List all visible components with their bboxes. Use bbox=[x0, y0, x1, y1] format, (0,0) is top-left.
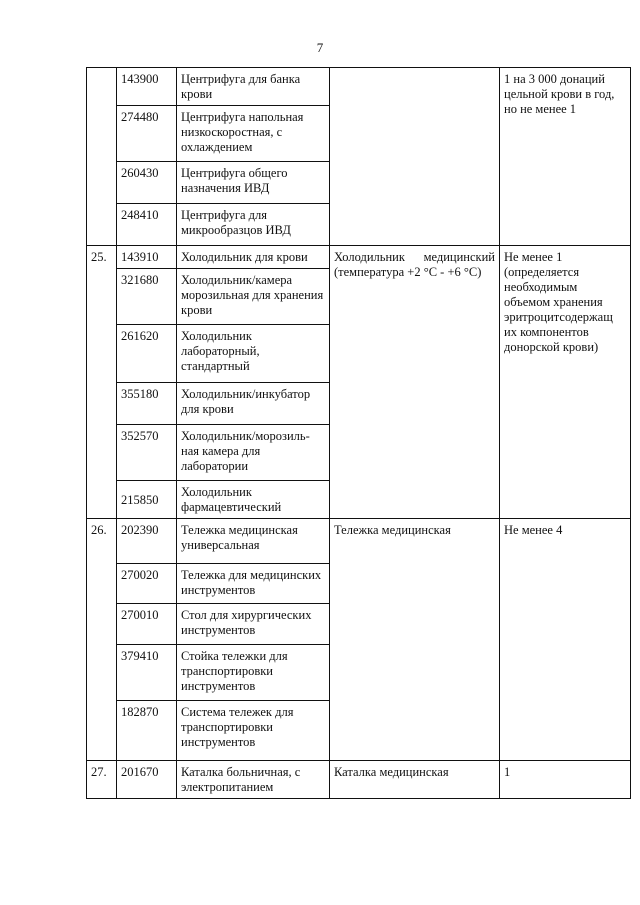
equipment-name: Холодильник/морозиль-ная камера для лаборатории bbox=[177, 425, 330, 481]
nkmi-code: 261620 bbox=[117, 325, 177, 383]
nkmi-code: 355180 bbox=[117, 383, 177, 425]
item-number: 25. bbox=[87, 246, 117, 519]
equipment-name: Холодильник для крови bbox=[177, 246, 330, 269]
equipment-table bbox=[86, 67, 631, 799]
nkmi-code: 182870 bbox=[117, 701, 177, 761]
nkmi-code: 215850 bbox=[117, 481, 177, 519]
equipment-type: Каталка медицинская bbox=[330, 761, 500, 799]
equipment-name: Холодильник лабораторный, стандартный bbox=[177, 325, 330, 383]
nkmi-code: 260430 bbox=[117, 162, 177, 204]
nkmi-code: 379410 bbox=[117, 645, 177, 701]
table-row bbox=[87, 68, 631, 106]
equipment-name: Холодильник/камера морозильная для хранения крови bbox=[177, 269, 330, 325]
table-row bbox=[87, 761, 631, 799]
table-row bbox=[87, 519, 631, 564]
equipment-name: Холодильник фармацевтический bbox=[177, 481, 330, 519]
nkmi-code: 202390 bbox=[117, 519, 177, 564]
nkmi-code: 274480 bbox=[117, 106, 177, 162]
equipment-type: Тележка медицинская bbox=[330, 519, 500, 761]
page-number: 7 bbox=[316, 40, 324, 55]
item-number: 27. bbox=[87, 761, 117, 799]
equipment-type: Холодильник медицинский (температура +2 °С - +6 °С) bbox=[330, 246, 500, 519]
equipment-name: Стол для хирургических инструментов bbox=[177, 604, 330, 645]
equipment-name: Центрифуга для микрообразцов ИВД bbox=[177, 204, 330, 246]
nkmi-code: 270020 bbox=[117, 564, 177, 604]
equipment-name: Холодильник/инкубатор для крови bbox=[177, 383, 330, 425]
required-quantity: 1 на 3 000 донаций цельной крови в год, но не менее 1 bbox=[500, 68, 631, 246]
item-number bbox=[87, 68, 117, 246]
equipment-name: Центрифуга напольная низкоскоростная, с охлаждением bbox=[177, 106, 330, 162]
nkmi-code: 270010 bbox=[117, 604, 177, 645]
equipment-name: Тележка медицинская универсальная bbox=[177, 519, 330, 564]
equipment-name: Система тележек для транспортировки инструментов bbox=[177, 701, 330, 761]
nkmi-code: 321680 bbox=[117, 269, 177, 325]
equipment-name: Центрифуга для банка крови bbox=[177, 68, 330, 106]
required-quantity: 1 bbox=[500, 761, 631, 799]
item-number: 26. bbox=[87, 519, 117, 761]
nkmi-code: 352570 bbox=[117, 425, 177, 481]
nkmi-code: 143910 bbox=[117, 246, 177, 269]
required-quantity: Не менее 1 (определяется необходимым объемом хранения эритроцитсодержащ их компонентов донорской крови) bbox=[500, 246, 631, 519]
table-row bbox=[87, 246, 631, 269]
nkmi-code: 143900 bbox=[117, 68, 177, 106]
equipment-name: Тележка для медицинских инструментов bbox=[177, 564, 330, 604]
equipment-name: Центрифуга общего назначения ИВД bbox=[177, 162, 330, 204]
equipment-name: Стойка тележки для транспортировки инструментов bbox=[177, 645, 330, 701]
required-quantity: Не менее 4 bbox=[500, 519, 631, 761]
equipment-name: Каталка больничная, с электропитанием bbox=[177, 761, 330, 799]
nkmi-code: 201670 bbox=[117, 761, 177, 799]
equipment-type bbox=[330, 68, 500, 246]
nkmi-code: 248410 bbox=[117, 204, 177, 246]
